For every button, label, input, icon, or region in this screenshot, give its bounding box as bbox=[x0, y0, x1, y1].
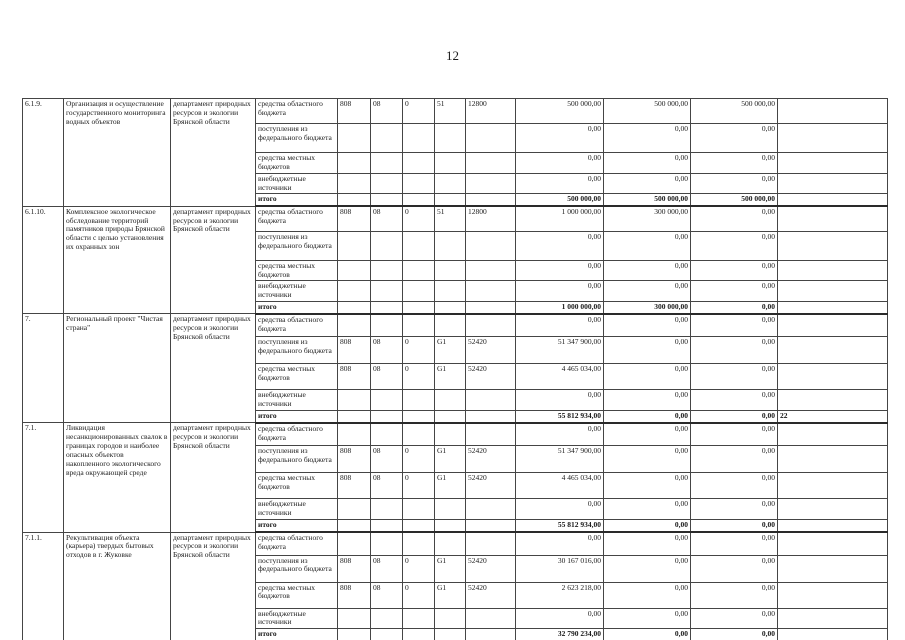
executor-cell: департамент природных ресурсов и экологии Брянской области bbox=[171, 314, 256, 423]
table-row bbox=[23, 206, 888, 231]
activity-name-cell: Комплексное экологическое обследование территорий памятников природы Брянской области с целью установления их охранных зон bbox=[64, 206, 171, 314]
code-cell: 08 bbox=[371, 446, 403, 473]
amount-cell: 0,00 bbox=[691, 206, 778, 231]
code-cell bbox=[371, 194, 403, 206]
amount-cell: 0,00 bbox=[604, 629, 691, 640]
note-cell bbox=[778, 423, 888, 446]
funding-source-cell: поступления из федерального бюджета bbox=[256, 337, 338, 364]
code-cell bbox=[403, 423, 435, 446]
code-cell bbox=[403, 390, 435, 411]
funding-source-cell: итого bbox=[256, 194, 338, 206]
amount-cell: 0,00 bbox=[691, 446, 778, 473]
code-cell: 0 bbox=[403, 99, 435, 124]
amount-cell: 0,00 bbox=[691, 555, 778, 582]
code-cell bbox=[435, 194, 466, 206]
funding-source-cell: поступления из федерального бюджета bbox=[256, 231, 338, 260]
funding-source-cell: итого bbox=[256, 302, 338, 314]
note-cell bbox=[778, 153, 888, 174]
amount-cell: 4 465 034,00 bbox=[516, 473, 604, 499]
code-cell bbox=[338, 629, 371, 640]
code-cell bbox=[371, 231, 403, 260]
table-row bbox=[23, 314, 888, 337]
code-cell bbox=[435, 302, 466, 314]
code-cell bbox=[371, 302, 403, 314]
amount-cell: 51 347 900,00 bbox=[516, 446, 604, 473]
funding-source-cell: итого bbox=[256, 629, 338, 640]
code-cell: 52420 bbox=[466, 337, 516, 364]
code-cell bbox=[466, 411, 516, 423]
amount-cell: 0,00 bbox=[691, 499, 778, 520]
funding-source-cell: итого bbox=[256, 520, 338, 532]
note-cell bbox=[778, 555, 888, 582]
code-cell bbox=[338, 302, 371, 314]
note-cell bbox=[778, 124, 888, 153]
executor-cell: департамент природных ресурсов и экологии Брянской области bbox=[171, 423, 256, 532]
code-cell bbox=[403, 124, 435, 153]
amount-cell: 0,00 bbox=[691, 423, 778, 446]
code-cell: 0 bbox=[403, 555, 435, 582]
amount-cell: 51 347 900,00 bbox=[516, 337, 604, 364]
code-cell bbox=[466, 314, 516, 337]
amount-cell: 0,00 bbox=[604, 446, 691, 473]
code-cell: 808 bbox=[338, 473, 371, 499]
row-number-cell: 7.1. bbox=[23, 423, 64, 532]
note-cell bbox=[778, 173, 888, 194]
table-row bbox=[23, 532, 888, 555]
code-cell bbox=[371, 173, 403, 194]
amount-cell: 0,00 bbox=[691, 532, 778, 555]
amount-cell: 0,00 bbox=[604, 390, 691, 411]
code-cell: 52420 bbox=[466, 473, 516, 499]
table-row bbox=[23, 99, 888, 124]
code-cell: 51 bbox=[435, 206, 466, 231]
funding-source-cell: средства местных бюджетов bbox=[256, 260, 338, 281]
amount-cell: 500 000,00 bbox=[516, 194, 604, 206]
amount-cell: 0,00 bbox=[604, 555, 691, 582]
note-cell bbox=[778, 608, 888, 629]
code-cell bbox=[435, 499, 466, 520]
amount-cell: 0,00 bbox=[604, 314, 691, 337]
code-cell bbox=[466, 520, 516, 532]
funding-source-cell: средства областного бюджета bbox=[256, 206, 338, 231]
amount-cell: 500 000,00 bbox=[691, 194, 778, 206]
amount-cell: 0,00 bbox=[691, 364, 778, 390]
code-cell bbox=[403, 302, 435, 314]
amount-cell: 0,00 bbox=[691, 281, 778, 302]
code-cell bbox=[435, 411, 466, 423]
code-cell bbox=[338, 153, 371, 174]
code-cell bbox=[466, 173, 516, 194]
code-cell: G1 bbox=[435, 337, 466, 364]
code-cell: G1 bbox=[435, 582, 466, 608]
activity-name-cell: Ликвидация несанкционированных свалок в границах городов и наиболее опасных объектов накопленного экологического вреда окружающей среде bbox=[64, 423, 171, 532]
amount-cell: 500 000,00 bbox=[691, 99, 778, 124]
code-cell bbox=[371, 314, 403, 337]
amount-cell: 500 000,00 bbox=[604, 194, 691, 206]
code-cell: 808 bbox=[338, 337, 371, 364]
code-cell bbox=[403, 153, 435, 174]
funding-source-cell: средства областного бюджета bbox=[256, 99, 338, 124]
code-cell bbox=[435, 124, 466, 153]
code-cell: 08 bbox=[371, 364, 403, 390]
activity-name-cell: Региональный проект "Чистая страна" bbox=[64, 314, 171, 423]
amount-cell: 0,00 bbox=[604, 532, 691, 555]
amount-cell: 0,00 bbox=[516, 608, 604, 629]
amount-cell: 0,00 bbox=[691, 260, 778, 281]
note-cell bbox=[778, 194, 888, 206]
note-cell: 22 bbox=[778, 411, 888, 423]
code-cell bbox=[435, 423, 466, 446]
code-cell: 08 bbox=[371, 582, 403, 608]
note-cell bbox=[778, 206, 888, 231]
code-cell: 808 bbox=[338, 555, 371, 582]
code-cell: G1 bbox=[435, 446, 466, 473]
code-cell: 0 bbox=[403, 446, 435, 473]
code-cell: 808 bbox=[338, 206, 371, 231]
code-cell bbox=[466, 194, 516, 206]
code-cell bbox=[403, 281, 435, 302]
amount-cell: 0,00 bbox=[604, 499, 691, 520]
amount-cell: 0,00 bbox=[691, 473, 778, 499]
amount-cell: 0,00 bbox=[516, 314, 604, 337]
amount-cell: 0,00 bbox=[604, 364, 691, 390]
amount-cell: 30 167 016,00 bbox=[516, 555, 604, 582]
note-cell bbox=[778, 446, 888, 473]
amount-cell: 2 623 218,00 bbox=[516, 582, 604, 608]
amount-cell: 1 000 000,00 bbox=[516, 206, 604, 231]
amount-cell: 0,00 bbox=[691, 411, 778, 423]
amount-cell: 0,00 bbox=[604, 423, 691, 446]
note-cell bbox=[778, 260, 888, 281]
code-cell: 08 bbox=[371, 337, 403, 364]
amount-cell: 0,00 bbox=[516, 231, 604, 260]
amount-cell: 500 000,00 bbox=[516, 99, 604, 124]
funding-source-cell: поступления из федерального бюджета bbox=[256, 555, 338, 582]
amount-cell: 0,00 bbox=[691, 302, 778, 314]
code-cell bbox=[338, 499, 371, 520]
amount-cell: 0,00 bbox=[691, 582, 778, 608]
amount-cell: 0,00 bbox=[604, 473, 691, 499]
code-cell bbox=[466, 608, 516, 629]
code-cell: 52420 bbox=[466, 364, 516, 390]
code-cell: 0 bbox=[403, 337, 435, 364]
table-row bbox=[23, 423, 888, 446]
amount-cell: 0,00 bbox=[691, 173, 778, 194]
code-cell bbox=[435, 231, 466, 260]
code-cell bbox=[403, 314, 435, 337]
code-cell bbox=[371, 390, 403, 411]
code-cell bbox=[371, 520, 403, 532]
code-cell bbox=[435, 520, 466, 532]
code-cell bbox=[403, 520, 435, 532]
code-cell: 808 bbox=[338, 582, 371, 608]
amount-cell: 55 812 934,00 bbox=[516, 520, 604, 532]
code-cell bbox=[338, 124, 371, 153]
amount-cell: 0,00 bbox=[516, 423, 604, 446]
amount-cell: 0,00 bbox=[516, 260, 604, 281]
code-cell: 08 bbox=[371, 473, 403, 499]
funding-source-cell: поступления из федерального бюджета bbox=[256, 124, 338, 153]
code-cell bbox=[338, 281, 371, 302]
amount-cell: 0,00 bbox=[691, 390, 778, 411]
code-cell bbox=[403, 411, 435, 423]
code-cell bbox=[338, 411, 371, 423]
code-cell bbox=[466, 532, 516, 555]
code-cell bbox=[435, 153, 466, 174]
code-cell: 0 bbox=[403, 206, 435, 231]
amount-cell: 0,00 bbox=[516, 532, 604, 555]
code-cell: 08 bbox=[371, 99, 403, 124]
note-cell bbox=[778, 473, 888, 499]
code-cell bbox=[435, 532, 466, 555]
amount-cell: 0,00 bbox=[691, 124, 778, 153]
note-cell bbox=[778, 281, 888, 302]
table-block bbox=[23, 423, 888, 532]
code-cell bbox=[466, 153, 516, 174]
amount-cell: 0,00 bbox=[604, 520, 691, 532]
funding-source-cell: поступления из федерального бюджета bbox=[256, 446, 338, 473]
code-cell bbox=[371, 608, 403, 629]
funding-source-cell: внебюджетные источники bbox=[256, 390, 338, 411]
funding-source-cell: внебюджетные источники bbox=[256, 281, 338, 302]
code-cell bbox=[403, 231, 435, 260]
amount-cell: 0,00 bbox=[516, 124, 604, 153]
note-cell bbox=[778, 314, 888, 337]
funding-source-cell: средства местных бюджетов bbox=[256, 582, 338, 608]
code-cell bbox=[403, 260, 435, 281]
code-cell bbox=[338, 173, 371, 194]
code-cell bbox=[403, 532, 435, 555]
code-cell bbox=[466, 281, 516, 302]
executor-cell: департамент природных ресурсов и экологии Брянской области bbox=[171, 99, 256, 207]
code-cell bbox=[371, 124, 403, 153]
amount-cell: 55 812 934,00 bbox=[516, 411, 604, 423]
amount-cell: 0,00 bbox=[691, 153, 778, 174]
code-cell bbox=[338, 608, 371, 629]
code-cell: 52420 bbox=[466, 555, 516, 582]
code-cell bbox=[338, 390, 371, 411]
amount-cell: 0,00 bbox=[604, 124, 691, 153]
amount-cell: 0,00 bbox=[691, 231, 778, 260]
code-cell: 0 bbox=[403, 582, 435, 608]
table-block bbox=[23, 314, 888, 423]
note-cell bbox=[778, 582, 888, 608]
amount-cell: 0,00 bbox=[604, 153, 691, 174]
budget-table bbox=[22, 98, 888, 640]
code-cell: G1 bbox=[435, 555, 466, 582]
code-cell bbox=[435, 173, 466, 194]
note-cell bbox=[778, 99, 888, 124]
code-cell bbox=[466, 260, 516, 281]
code-cell: G1 bbox=[435, 473, 466, 499]
amount-cell: 0,00 bbox=[604, 281, 691, 302]
amount-cell: 300 000,00 bbox=[604, 206, 691, 231]
amount-cell: 500 000,00 bbox=[604, 99, 691, 124]
funding-source-cell: средства областного бюджета bbox=[256, 532, 338, 555]
code-cell: 0 bbox=[403, 473, 435, 499]
funding-source-cell: внебюджетные источники bbox=[256, 173, 338, 194]
code-cell: 808 bbox=[338, 364, 371, 390]
amount-cell: 0,00 bbox=[604, 231, 691, 260]
note-cell bbox=[778, 302, 888, 314]
code-cell bbox=[403, 608, 435, 629]
code-cell bbox=[466, 423, 516, 446]
amount-cell: 1 000 000,00 bbox=[516, 302, 604, 314]
code-cell bbox=[466, 629, 516, 640]
code-cell bbox=[403, 194, 435, 206]
code-cell bbox=[466, 499, 516, 520]
table-block bbox=[23, 99, 888, 207]
funding-source-cell: итого bbox=[256, 411, 338, 423]
code-cell bbox=[435, 314, 466, 337]
code-cell bbox=[466, 124, 516, 153]
code-cell bbox=[371, 423, 403, 446]
executor-cell: департамент природных ресурсов и экологии Брянской области bbox=[171, 532, 256, 640]
note-cell bbox=[778, 390, 888, 411]
amount-cell: 0,00 bbox=[604, 337, 691, 364]
row-number-cell: 7. bbox=[23, 314, 64, 423]
code-cell bbox=[371, 153, 403, 174]
code-cell bbox=[435, 281, 466, 302]
code-cell: G1 bbox=[435, 364, 466, 390]
code-cell bbox=[338, 260, 371, 281]
funding-source-cell: средства местных бюджетов bbox=[256, 364, 338, 390]
activity-name-cell: Организация и осуществление государственного мониторинга водных объектов bbox=[64, 99, 171, 207]
page-number: 12 bbox=[446, 48, 459, 63]
amount-cell: 0,00 bbox=[604, 173, 691, 194]
code-cell bbox=[338, 423, 371, 446]
note-cell bbox=[778, 231, 888, 260]
code-cell bbox=[338, 532, 371, 555]
code-cell bbox=[435, 390, 466, 411]
code-cell bbox=[403, 629, 435, 640]
code-cell bbox=[435, 260, 466, 281]
code-cell: 08 bbox=[371, 206, 403, 231]
code-cell bbox=[435, 608, 466, 629]
code-cell: 52420 bbox=[466, 582, 516, 608]
code-cell bbox=[403, 173, 435, 194]
amount-cell: 0,00 bbox=[516, 499, 604, 520]
amount-cell: 0,00 bbox=[516, 173, 604, 194]
code-cell bbox=[371, 629, 403, 640]
row-number-cell: 6.1.10. bbox=[23, 206, 64, 314]
amount-cell: 0,00 bbox=[691, 337, 778, 364]
code-cell: 808 bbox=[338, 446, 371, 473]
note-cell bbox=[778, 520, 888, 532]
note-cell bbox=[778, 629, 888, 640]
row-number-cell: 6.1.9. bbox=[23, 99, 64, 207]
code-cell bbox=[338, 314, 371, 337]
code-cell: 51 bbox=[435, 99, 466, 124]
funding-source-cell: средства областного бюджета bbox=[256, 423, 338, 446]
funding-source-cell: внебюджетные источники bbox=[256, 499, 338, 520]
amount-cell: 0,00 bbox=[516, 153, 604, 174]
code-cell: 808 bbox=[338, 99, 371, 124]
code-cell bbox=[371, 281, 403, 302]
amount-cell: 0,00 bbox=[604, 411, 691, 423]
executor-cell: департамент природных ресурсов и экологии Брянской области bbox=[171, 206, 256, 314]
amount-cell: 32 790 234,00 bbox=[516, 629, 604, 640]
funding-source-cell: средства областного бюджета bbox=[256, 314, 338, 337]
code-cell: 12800 bbox=[466, 206, 516, 231]
amount-cell: 300 000,00 bbox=[604, 302, 691, 314]
code-cell: 08 bbox=[371, 555, 403, 582]
code-cell bbox=[338, 194, 371, 206]
code-cell bbox=[371, 532, 403, 555]
funding-source-cell: средства местных бюджетов bbox=[256, 153, 338, 174]
amount-cell: 0,00 bbox=[691, 314, 778, 337]
amount-cell: 4 465 034,00 bbox=[516, 364, 604, 390]
amount-cell: 0,00 bbox=[691, 629, 778, 640]
code-cell bbox=[371, 260, 403, 281]
code-cell bbox=[338, 231, 371, 260]
code-cell bbox=[466, 231, 516, 260]
funding-source-cell: внебюджетные источники bbox=[256, 608, 338, 629]
row-number-cell: 7.1.1. bbox=[23, 532, 64, 640]
amount-cell: 0,00 bbox=[604, 260, 691, 281]
amount-cell: 0,00 bbox=[691, 608, 778, 629]
amount-cell: 0,00 bbox=[604, 582, 691, 608]
code-cell bbox=[371, 411, 403, 423]
amount-cell: 0,00 bbox=[516, 281, 604, 302]
note-cell bbox=[778, 364, 888, 390]
amount-cell: 0,00 bbox=[604, 608, 691, 629]
amount-cell: 0,00 bbox=[516, 390, 604, 411]
code-cell bbox=[435, 629, 466, 640]
code-cell bbox=[338, 520, 371, 532]
code-cell: 12800 bbox=[466, 99, 516, 124]
activity-name-cell: Рекультивация объекта (карьера) твердых бытовых отходов в г. Жуковке bbox=[64, 532, 171, 640]
code-cell bbox=[371, 499, 403, 520]
note-cell bbox=[778, 337, 888, 364]
code-cell: 52420 bbox=[466, 446, 516, 473]
amount-cell: 0,00 bbox=[691, 520, 778, 532]
table-block bbox=[23, 532, 888, 640]
code-cell bbox=[403, 499, 435, 520]
code-cell bbox=[466, 390, 516, 411]
note-cell bbox=[778, 499, 888, 520]
table-block bbox=[23, 206, 888, 314]
code-cell: 0 bbox=[403, 364, 435, 390]
code-cell bbox=[466, 302, 516, 314]
note-cell bbox=[778, 532, 888, 555]
funding-source-cell: средства местных бюджетов bbox=[256, 473, 338, 499]
